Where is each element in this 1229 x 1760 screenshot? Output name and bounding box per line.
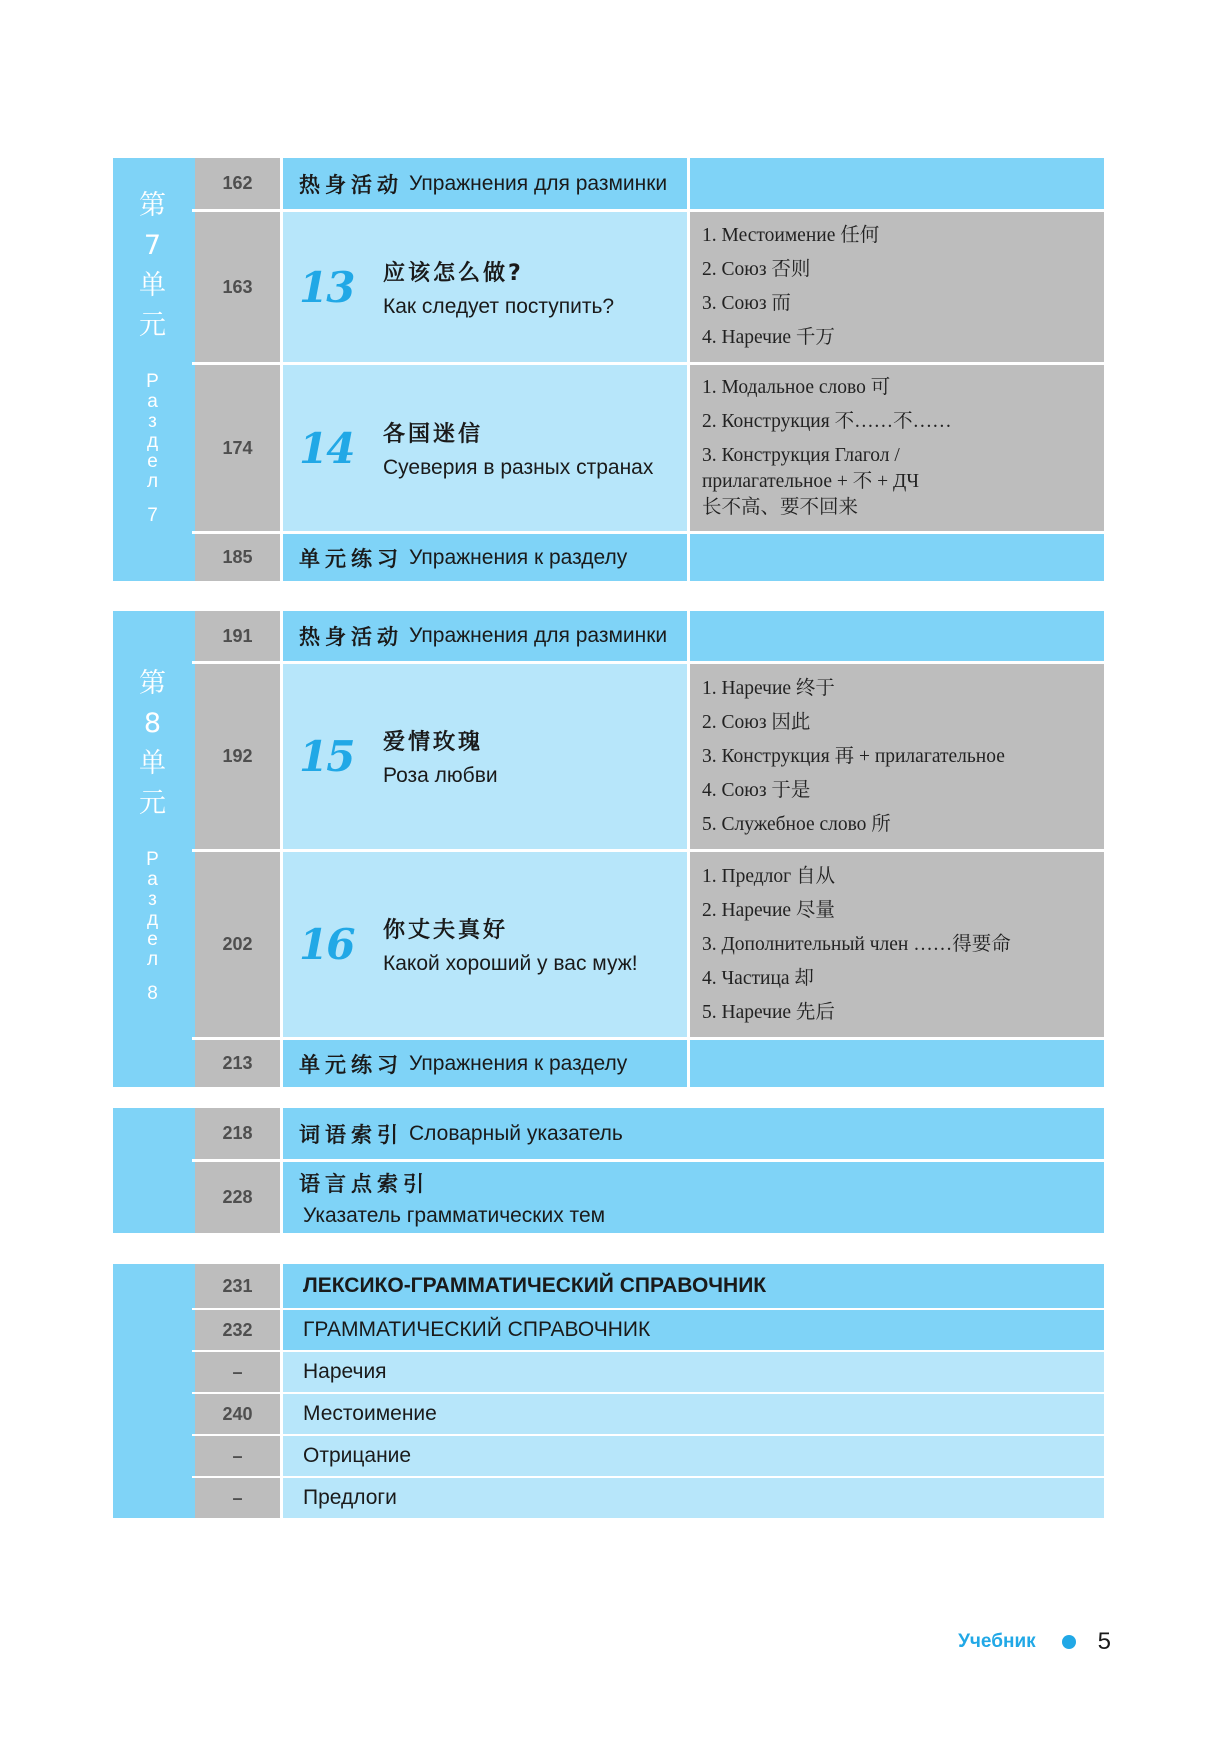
page-number: 213 bbox=[195, 1040, 280, 1087]
grammar-item: 4. Частица 却 bbox=[702, 967, 814, 989]
unit-label-cn: 单 bbox=[139, 270, 166, 301]
grammar-item: 长不高、要不回来 bbox=[702, 497, 859, 518]
toc-entry-grammar-reference[interactable]: ГРАММАТИЧЕСКИЙ СПРАВОЧНИК bbox=[283, 1310, 1104, 1350]
grammar-empty bbox=[690, 611, 1104, 661]
entry-ru: Упражнения для разминки bbox=[409, 171, 668, 195]
unit-8-block bbox=[113, 611, 1104, 1087]
entry-ru: Упражнения к разделу bbox=[409, 545, 628, 569]
entry-ru: Словарный указатель bbox=[409, 1121, 623, 1145]
entry-cn: 词语索引 bbox=[299, 1122, 403, 1147]
reference-sidebar bbox=[113, 1264, 192, 1518]
grammar-item: 5. Наречие 先后 bbox=[702, 1001, 835, 1023]
grammar-item: 1. Модальное слово 可 bbox=[702, 377, 891, 398]
bullet-icon bbox=[1062, 1635, 1076, 1649]
grammar-item: 5. Служебное слово 所 bbox=[702, 813, 891, 835]
page-number: 232 bbox=[195, 1310, 280, 1350]
reference-block bbox=[113, 1264, 1104, 1518]
toc-entry-grammar-index[interactable] bbox=[283, 1162, 1104, 1233]
toc-entry-review[interactable] bbox=[283, 1040, 687, 1087]
grammar-empty bbox=[690, 1040, 1104, 1087]
unit-label-cn: 8 bbox=[143, 708, 162, 739]
toc-entry-prepositions[interactable]: Предлоги bbox=[283, 1478, 1104, 1518]
lesson-title-cn: 你丈夫真好 bbox=[383, 918, 509, 943]
page-number: – bbox=[195, 1436, 280, 1476]
grammar-empty bbox=[690, 158, 1104, 209]
page-number: 163 bbox=[195, 212, 280, 362]
entry-cn: 单元练习 bbox=[299, 1052, 403, 1077]
lesson-13[interactable] bbox=[283, 212, 687, 362]
unit-label-cn: 第 bbox=[139, 668, 166, 699]
index-sidebar bbox=[113, 1108, 192, 1233]
grammar-item: 4. Союз 于是 bbox=[702, 779, 811, 801]
page-number: 191 bbox=[195, 611, 280, 661]
grammar-item: 1. Предлог 自从 bbox=[702, 865, 836, 887]
grammar-list bbox=[690, 212, 1104, 362]
lesson-title-cn: 爱情玫瑰 bbox=[383, 730, 484, 755]
page-footer bbox=[958, 1628, 1111, 1656]
page-number: – bbox=[195, 1352, 280, 1392]
lesson-number: 16 bbox=[299, 920, 354, 969]
page-number: 240 bbox=[195, 1394, 280, 1434]
grammar-list bbox=[690, 365, 1104, 531]
entry-cn: 语言点索引 bbox=[299, 1171, 429, 1196]
entry-cn: 热身活动 bbox=[299, 172, 403, 197]
page-number-footer: 5 bbox=[1097, 1628, 1111, 1655]
toc-entry-word-index[interactable] bbox=[283, 1108, 1104, 1159]
grammar-item: 2. Союз 否则 bbox=[702, 259, 811, 280]
book-label: Учебник bbox=[958, 1631, 1036, 1652]
toc-entry-negation[interactable]: Отрицание bbox=[283, 1436, 1104, 1476]
grammar-empty bbox=[690, 534, 1104, 581]
entry-cn: 热身活动 bbox=[299, 625, 403, 649]
unit-label-cn: 第 bbox=[139, 190, 166, 221]
lesson-title-cn: 各国迷信 bbox=[383, 421, 484, 447]
grammar-item: 3. Конструкция Глагол / bbox=[702, 445, 900, 466]
page-number: 202 bbox=[195, 852, 280, 1037]
unit-label-cn: 7 bbox=[143, 230, 162, 261]
page-number: 231 bbox=[195, 1264, 280, 1308]
entry-ru: Упражнения для разминки bbox=[409, 624, 668, 647]
grammar-item: 3. Конструкция 再 + прилагательное bbox=[702, 745, 1005, 767]
grammar-item: 2. Конструкция 不……不…… bbox=[702, 411, 952, 432]
grammar-item: 2. Наречие 尽量 bbox=[702, 899, 835, 921]
lesson-number: 13 bbox=[299, 262, 354, 312]
grammar-item: 3. Дополнительный член ……得要命 bbox=[702, 933, 1011, 955]
grammar-item: 4. Наречие 千万 bbox=[702, 327, 835, 348]
toc-entry-reference-main[interactable]: ЛЕКСИКО-ГРАММАТИЧЕСКИЙ СПРАВОЧНИК bbox=[283, 1264, 1104, 1308]
page-number: 228 bbox=[195, 1162, 280, 1233]
index-block bbox=[113, 1108, 1104, 1233]
grammar-item: 2. Союз 因此 bbox=[702, 711, 811, 733]
unit-7-block bbox=[113, 158, 1104, 581]
grammar-item: 1. Местоимение 任何 bbox=[702, 225, 880, 246]
unit-7-label bbox=[113, 186, 192, 526]
toc-entry-warmup[interactable] bbox=[283, 611, 687, 661]
unit-label-cn: 元 bbox=[139, 788, 166, 819]
unit-label-ru: Р а з д е л 7 bbox=[146, 371, 159, 526]
entry-ru: Указатель грамматических тем bbox=[303, 1203, 606, 1227]
page-number: 162 bbox=[195, 158, 280, 209]
lesson-number: 15 bbox=[299, 732, 354, 781]
toc-entry-warmup[interactable] bbox=[283, 158, 687, 209]
unit-label-cn: 元 bbox=[139, 310, 166, 341]
grammar-list bbox=[690, 852, 1104, 1037]
entry-ru: Упражнения к разделу bbox=[409, 1051, 628, 1075]
unit-label-ru: Р а з д е л 8 bbox=[146, 849, 159, 1004]
lesson-title-ru: Роза любви bbox=[383, 764, 498, 787]
lesson-16[interactable] bbox=[283, 852, 687, 1037]
toc-entry-review[interactable] bbox=[283, 534, 687, 581]
lesson-title-ru: Какой хороший у вас муж! bbox=[383, 952, 638, 975]
lesson-15[interactable] bbox=[283, 664, 687, 849]
toc-entry-pronoun[interactable]: Местоимение bbox=[283, 1394, 1104, 1434]
lesson-title-cn: 应该怎么做? bbox=[383, 260, 524, 286]
page-number: 174 bbox=[195, 365, 280, 531]
page-number: 185 bbox=[195, 534, 280, 581]
page-number: 192 bbox=[195, 664, 280, 849]
grammar-list bbox=[690, 664, 1104, 849]
toc-entry-adverbs[interactable]: Наречия bbox=[283, 1352, 1104, 1392]
lesson-title-ru: Суеверия в разных странах bbox=[383, 455, 654, 479]
grammar-item: прилагательное + 不 + ДЧ bbox=[702, 471, 920, 492]
lesson-number: 14 bbox=[299, 423, 354, 473]
grammar-item: 3. Союз 而 bbox=[702, 293, 791, 314]
entry-cn: 单元练习 bbox=[299, 546, 403, 571]
unit-8-label bbox=[113, 664, 192, 1004]
grammar-item: 1. Наречие 终于 bbox=[702, 677, 835, 699]
lesson-14[interactable] bbox=[283, 365, 687, 531]
unit-label-cn: 单 bbox=[139, 748, 166, 779]
lesson-title-ru: Как следует поступить? bbox=[383, 294, 615, 318]
page-number: – bbox=[195, 1478, 280, 1518]
page-number: 218 bbox=[195, 1108, 280, 1159]
